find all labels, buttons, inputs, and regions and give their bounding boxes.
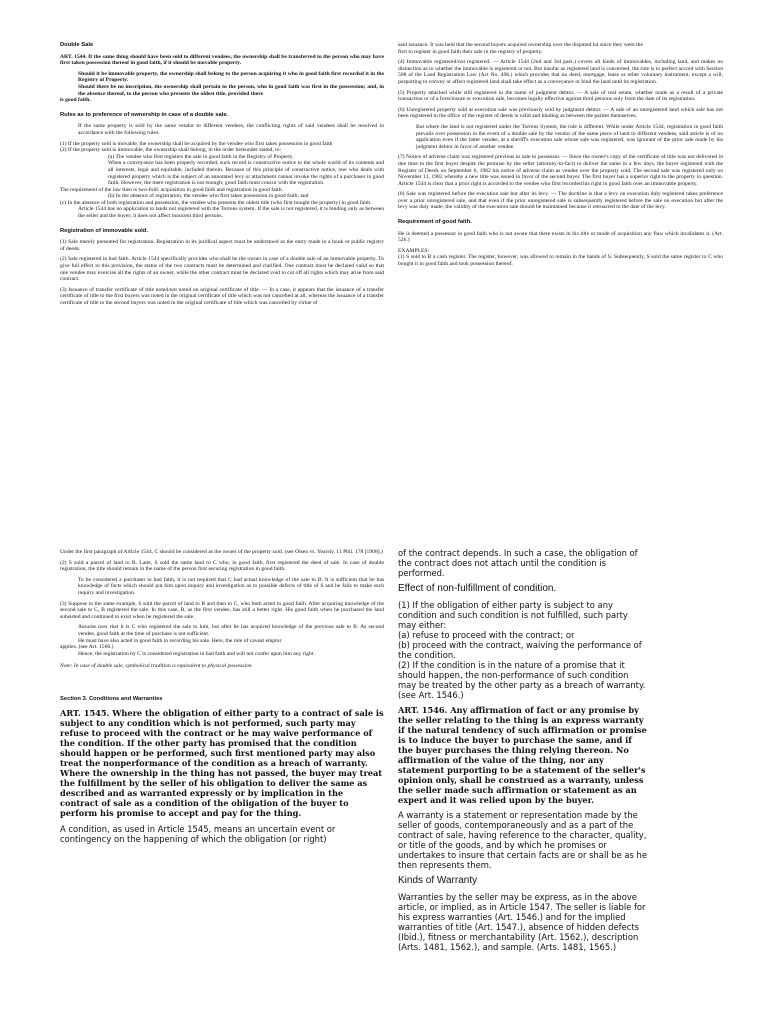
effect-item-1a: (a) refuse to proceed with the contract; or <box>398 630 575 640</box>
section-title-double-sale: Double Sale <box>60 42 94 48</box>
kinds-of-warranty-text: Warranties by the seller may be express, as in the above article, or implied, as in Article 1547. The seller is liable for his express warranties (Art. 1546.) and for the implied warranties of title (Art. 1547.), absence of hidden defects (Ibid.), fitness or merchantability (Art. 1562.), description (Arts. 1481, 1562.), and sample. (Arts. 1481, 1565.) <box>398 892 646 952</box>
continued-text-1: said issuance. It was held that the second buyers acquired ownership over the disputed lot since they were the <box>398 42 643 48</box>
registration-item-6-continued: But where the land is not registered under the Torrens System, the rule is different. While under Article 1544, registration in good faith prevails over possession in the event of a double sale by the vendor of the same piece of land to different vendees, said article is of no application even if the latter vendee, at a sheriff's execution sale whose sale was registered, was ignorant of the prior sale made by his judgment debtor in favor of another vendee. <box>416 123 723 150</box>
registration-item-4: (4) Immovable registered/not registered. — Article 1544 (2nd and 3rd pars.) covers all kinds of immovables, including land, and makes no distinction as to whether the immovable is registered or not. But insofar as registered land is concerned, the rule is in perfect accord with Section 508 of the Land Registration Law (Act No. 496.) which provides that no deed, mortgage, lease or other voluntary instrument, except a will, purporting to convey or affect registered land shall take effect as a conveyance or bind the land until its registration. <box>398 59 723 85</box>
bottom-left-column <box>60 549 384 848</box>
art-1546: ART. 1546. Any affirmation of fact or any promise by the seller relating to the thing is an express warranty if the natural tendency of such affirmation or promise is to induce the buyer to purchase the same, and if the buyer purchases the thing relying thereon. No affirmation of the value of the thing, nor any statement purporting to be a statement of the seller's opinion only, shall be construed as a warranty, unless the seller made such affirmation or statement as an expert and it was relied upon by the buyer. <box>398 705 647 805</box>
registration-item-8: (8) Sale was registered before the execution sale but after its levy. — The doctrine is that a levy on execution duly registered takes preference over a prior unregistered sale, and that even if the prior unregistered sale is subsequently registered before the sale on execution but after the levy was duly made, the validity of the execution sale should be maintained because it retroacted to the date of the levy. <box>398 191 723 211</box>
condition-definition: A condition, as used in Article 1545, means an uncertain event or contingency on the happening of which the obligation (or right) <box>60 823 336 844</box>
rule-2b: (b) In the absence of registration, the vendee who first takes possession in good faith; and <box>108 193 309 200</box>
registration-heading: Registration of immovable sold. <box>60 227 148 234</box>
registration-item-6: (6) Unregistered property sold at execution sale was previously sold by judgment debtor. — A sale of an unregistered land which sale has not been registered in the office of the register of deeds is valid and binding as between the parties themselves. <box>398 106 723 120</box>
top-right-column <box>398 42 723 272</box>
torrens-note: Article 1544 has no application to lands not registered with the Torrens system. If the sale is not registered, it is binding only as between the seller and the buyer; it does not affect innocent third persons. <box>78 206 384 220</box>
effect-item-1b: (b) proceed with the contract, waiving the performance of the condition. <box>398 640 642 660</box>
example-1: (1) S sold to B a cash register. The register, however, was allowed to remain in the hands of S. Subsequently, S sold the same register to C who bought it in good faith and took possession thereof. <box>398 254 723 268</box>
double-sale-para-1: Under the first paragraph of Article 1544, C should be considered as the owner of the property sold. (see Olsen vs. Yearsly, 11 Phil. 178 [1908].) <box>60 549 383 555</box>
registration-item-1: (1) Sale merely presented for registration. Registration in its juridical aspect must be understood as the entry made in a book or public registry of deeds. <box>60 239 384 252</box>
good-faith-text: He is deemed a possessor in good faith who is not aware that there exists in his title or mode of acquisition any flaw which invalidates it. (Art. 526.) <box>398 230 723 244</box>
effect-heading: Effect of non-fulfillment of condition. <box>398 583 557 594</box>
registration-item-5: (5) Property attached while still registered in the name of judgment debtor. — A sale of real estate, whether made as a result of a private transaction or of a foreclosure or execution sale, becomes legally effective against third persons only from the date of its registration. <box>398 89 723 103</box>
art-1544-para-4: is good faith. <box>60 97 91 104</box>
warranty-definition: A warranty is a statement or representation made by the seller of goods, contemporaneously and as a part of the contract of sale, having reference to the character, quality, or title of the goods, and by which he promises or undertakes to insure that certain facts are or shall be as he then represents them. <box>398 810 648 870</box>
rule-2c: (c) In the absence of both registration and possession, the vendee who presents the oldest title (who first bought the property) in good faith. <box>60 199 372 206</box>
double-sale-para-3: To be considered a purchaser in bad faith, it is not required that C had actual knowledge of the sale to B. It is sufficient that he has knowledge of facts which should put him upon inquiry and investigation as to possible defects of title of S and he fails to make such inquiry and investigation. <box>78 576 384 596</box>
double-sale-note: Note: In case of double sale, symbolical tradition is equivalent to physical possession. <box>60 663 253 670</box>
continued-text-2: first to register in good faith their sale in the registry of property. <box>398 48 543 55</box>
double-sale-para-6a: He must have also acted in good faith in recording his sale. Here, the rule of caveat emptor <box>78 637 282 644</box>
art-1544-para-3: Should there be no inscription, the ownership shall pertain to the person, who in good faith was first in the possession; and, in the absence thereof, to the person who presents the oldest title, provided there <box>78 83 384 97</box>
good-faith-heading: Requirement of good faith. <box>398 219 472 226</box>
top-left-column <box>60 42 384 311</box>
rule-2: (2) If the property sold is immovable, the ownership shall belong, in the order hereunder stated, to: <box>60 147 282 154</box>
bottom-right-column <box>398 548 648 957</box>
registration-item-7: (7) Notice of adverse claim was registered previous to sale to possessor. — Since the owner's copy of the certificate of title was not delivered in due time to the first buyer despite the promise by the seller (attorney-in-fact) to deliver the same in a few days, the buyer registered with the Register of Deeds on September 6, 1982 his notice of adverse claim as vendee over the property sold. The second sale was registered only on November 11, 1982 whereby a new title was issued in favor of the second buyer. The first buyer has a superior right to the property in question. Article 1544 is clear that a prior right is accorded to the vendee who first recorded his right in good faith over an immovable property. <box>398 154 723 187</box>
effect-item-2: (2) If the condition is in the nature of a promise that it should happen, the non-performance of such condition may be treated by the other party as a breach of warranty. (see Art. 1546.) <box>398 660 646 700</box>
rule-1: (1) If the property sold is movable, the ownership shall be acquired by the vendee who first takes possession in good faith <box>60 140 333 147</box>
double-sale-para-5: Assume now that it is C who registered the sale to him, but after he has acquired knowledge of the previous sale to B. As second vendee, good faith at the time of purchase is not sufficient. <box>78 624 384 637</box>
rule-2a: (a) The vendee who first registers the sale in good faith in the Registry of Property. <box>108 153 294 160</box>
double-sale-para-7: Hence, the registration by C is considered registration in bad faith and will not confer upon him any right. <box>78 650 315 657</box>
art-1544-para-2: Should it be immovable property, the ownership shall belong to the person acquiring it who in good faith first recorded it in the Registry of Property. <box>78 70 384 84</box>
art-1545: ART. 1545. Where the obligation of either party to a contract of sale is subject to any condition which is not performed, such party may refuse to proceed with the contract or he may waive performance of the condition. If the other party has promised that the condition should happen or be performed, such first mentioned party may also treat the nonperformance of the condition as a breach of warranty. Where the ownership in the thing has not passed, the buyer may treat the fulfillment by the seller of his obligation to deliver the same as described and as warranted expressly or by implication in the contract of sale as a condition of the obligation of the buyer to perform his promise to accept and pay for the thing. <box>60 707 384 818</box>
double-sale-para-6b: applies. (see Art. 1566.) <box>60 644 114 651</box>
registration-item-3: (3) Issuance of transfer certificate of title noted/not noted on original certificate of title. — In a case, it appears that the issuance of a transfer certificate of title to the first buyers was noted in the original certificate of title which was not cancelled at all, whereas the issuance of a transfer certificate of title to the second buyers was noted in the original certificate of title which was cancelled by virtue of <box>60 286 384 306</box>
double-sale-para-4: (3) Suppose in the same example, S sold the parcel of land to B and then to C, who both acted in good faith. After acquiring knowledge of the second sale to C, B registered the sale. In this case, B, as the first vendee, has still a better right. His good faith when he purchased the land subsisted and continued to exist when he registered the sale. <box>60 600 384 620</box>
registration-item-2: (2) Sale registered in bad faith. Article 1544 specifically provides who shall be the owner in case of a double sale of an immovable property. To give full effect to this provision, the status of the two contracts must be determined and clarified. One contract must be declared valid so that one vendee may exercise all the rights of an owner, while the other contract must be declared void to cut off all rights which may arise from said contract. <box>60 256 384 283</box>
kinds-of-warranty-heading: Kinds of Warranty <box>398 875 478 886</box>
rules-preference-heading: Rules as to preference of ownership in case of a double sale. <box>60 111 229 118</box>
section-3-heading: Section 3. Conditions and Warranties <box>60 695 163 702</box>
art-1544-para-1: ART. 1544. If the same thing should have been sold to different vendees, the ownership shall be transferred to the person who may have first taken possession thereof in good faith, if it should be movable property. <box>60 53 384 67</box>
condition-continued: of the contract depends. In such a case, the obligation of the contract does not attach until the condition is performed. <box>398 548 638 578</box>
examples-label: EXAMPLES: <box>398 247 430 254</box>
rules-intro: If the same property is sold by the same vendor to different vendees, the conflicting rights of said vendees shall be resolved in accordance with the following rules: <box>78 123 384 136</box>
double-sale-para-2: (2) S sold a parcel of land to B. Later, S sold the same land to C who, in good faith, first registered the deed of sale. In case of double registration, the title should remain in the name of the person first securing registration in good faith. <box>60 559 384 573</box>
rule-2-requirement: The requirement of the law then is two-fold: acquisition in good faith and registration in good faith. <box>60 186 283 193</box>
rule-2a-explanation: When a conveyance has been properly recorded, such record is constructive notice to the whole world of its contents and all interests, legal and equitable, included therein. Because of this principle of constructive notice, one who deals with registered property which is the subject of an annotated levy or attachment cannot invoke the rights of a purchaser in good faith. However, the mere registration is not enough; good faith must concur with the registration. <box>108 160 384 187</box>
effect-item-1: (1) If the obligation of either party is subject to any condition and such condition is not fulfilled, such party may either: <box>398 600 628 630</box>
